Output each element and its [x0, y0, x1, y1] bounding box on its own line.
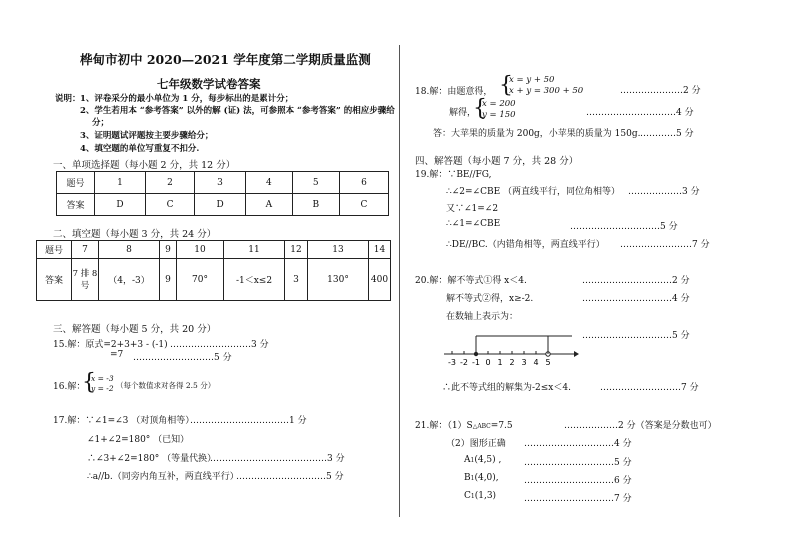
axis-tick-label: 4 [533, 358, 539, 367]
q19-score-5: ……………………7 分 [620, 240, 710, 250]
q18-answer: 答：大苹果的质量为 200g，小苹果的质量为 150g. [433, 129, 641, 139]
axis-tick-label: 2 [509, 358, 515, 367]
q20-score-3: …………………………5 分 [582, 331, 690, 341]
q17-line-3: ∴∠3+∠2=180° （等量代换） [87, 454, 217, 464]
q20-score-1: …………………………2 分 [582, 276, 690, 286]
q18-brace-1: { [499, 73, 513, 98]
axis-tick-label: 5 [545, 358, 551, 367]
table-cell: C [339, 194, 388, 216]
table-cell: 3 [195, 172, 246, 194]
axis-tick-label: 1 [497, 358, 503, 367]
axis-tick-label: 0 [485, 358, 491, 367]
table-cell: 9 [160, 259, 177, 301]
solution-set-bracket [474, 336, 572, 356]
table-row [57, 172, 389, 194]
note-3: 3、证明题试评题按主要步骤给分； [80, 131, 214, 141]
q21-line-2: （2）图形正确 [446, 439, 506, 449]
q19-line-1: 19.解：∵BE//FG, [415, 170, 492, 180]
table-cell: 1 [95, 172, 146, 194]
table-cell: 题号 [57, 172, 95, 194]
q18-eq-2: x + y = 300 + 50 [509, 86, 584, 96]
table-cell: 9 [160, 241, 177, 259]
q19-line-3: 又∵∠1=∠2 [446, 204, 499, 214]
section-3-title: 三、解答题（每小题 5 分，共 20 分） [53, 324, 217, 335]
q16-note: （每个数值求对各得 2.5 分） [116, 381, 216, 390]
table-cell: 13 [308, 241, 369, 259]
q21-line-1: 21.解：（1）S△ABC=7.5 [415, 421, 513, 431]
table-cell: 5 [292, 172, 339, 194]
q20-line-4: ∴此不等式组的解集为-2≤x＜4. [442, 383, 571, 393]
q16-x: x = -3 [91, 374, 114, 383]
table-cell: 8 [99, 241, 160, 259]
q19-line-2: ∴∠2=∠CBE （两直线平行，同位角相等） [446, 187, 621, 197]
q18-score-1: …………………2 分 [620, 86, 701, 96]
table-row [57, 194, 389, 216]
q17-score-1: ……………………………1 分 [190, 416, 307, 426]
section-4-title: 四、解答题（每小题 7 分，共 28 分） [415, 156, 579, 167]
table-cell: 11 [224, 241, 285, 259]
q21-score-2: …………………………4 分 [524, 439, 632, 449]
table-cell: B [292, 194, 339, 216]
table-cell: 3 [285, 259, 308, 301]
q20-line-2: 解不等式②得，x≥-2. [446, 294, 534, 304]
table-cell: 7 排 8 号 [72, 259, 99, 301]
page-title: 桦甸市初中 2020—2021 学年度第二学期质量监测 [80, 52, 371, 67]
q19-line-5: ∴DE//BC.（内错角相等，两直线平行） [446, 240, 605, 250]
section-2-title: 二、填空题（每小题 3 分，共 24 分） [53, 229, 217, 240]
choice-answer-table [56, 171, 389, 216]
q17-line-1: 17.解：∵∠1=∠3 （对顶角相等） [53, 416, 195, 426]
q18-label-2: 解得， [449, 108, 477, 118]
note-4: 4、填空题的单位写重复不扣分. [80, 144, 200, 154]
q16-y: y = -2 [91, 384, 114, 393]
q19-score-4: …………………………5 分 [570, 222, 678, 232]
q21-line-4: B1(4,0), [464, 473, 499, 483]
fill-answer-table [36, 240, 391, 301]
table-cell: 6 [339, 172, 388, 194]
q20-line-3: 在数轴上表示为： [446, 312, 519, 322]
q20-score-4: ………………………7 分 [600, 383, 699, 393]
table-row [37, 259, 391, 301]
q18-answer-score: …………5 分 [640, 129, 694, 139]
q16-label: 16.解： [53, 382, 86, 392]
note-2-cont: 分； [92, 118, 110, 128]
table-cell: 答案 [37, 259, 72, 301]
q21-line-5: C1(1,3) [464, 491, 497, 501]
q20-score-2: …………………………4 分 [582, 294, 690, 304]
number-line [440, 322, 580, 368]
q17-score-4: …………………………5 分 [236, 472, 344, 482]
q19-score-2: ………………3 分 [628, 187, 700, 197]
notes-label: 说明： [55, 94, 81, 104]
note-2: 2、学生若用本 “参考答案” 以外的解 (证) 法，可参照本 “参考答案” 的相应步骤给 [80, 106, 395, 116]
q15-score-2: ………………………5 分 [133, 353, 232, 363]
q21-line-3: A1(4,5) , [464, 455, 502, 465]
table-cell: （4，-3） [99, 259, 160, 301]
q21-score-4: …………………………6 分 [524, 476, 632, 486]
table-cell: C [146, 194, 195, 216]
page-subtitle: 七年级数学试卷答案 [157, 77, 261, 91]
table-cell: 10 [177, 241, 224, 259]
q21-score-3: …………………………5 分 [524, 458, 632, 468]
q18-sol-2: y = 150 [482, 110, 516, 120]
table-cell: 400 [369, 259, 391, 301]
section-1-title: 一、单项选择题（每小题 2 分，共 12 分） [53, 160, 236, 171]
q15-score-1: ………………………3 分 [170, 340, 269, 350]
table-cell: 7 [72, 241, 99, 259]
q21-score-1: ………………2 分（答案是分数也可） [564, 421, 717, 431]
table-cell: 4 [246, 172, 293, 194]
q21-score-5: …………………………7 分 [524, 494, 632, 504]
axis-tick-label: 3 [521, 358, 527, 367]
table-cell: D [195, 194, 246, 216]
table-cell: D [95, 194, 146, 216]
table-row [37, 241, 391, 259]
table-cell: 70° [177, 259, 224, 301]
q18-score-2: …………………………4 分 [586, 108, 694, 118]
q19-line-4: ∴∠1=∠CBE [446, 219, 501, 229]
table-cell: 14 [369, 241, 391, 259]
table-cell: 2 [146, 172, 195, 194]
column-divider [399, 45, 400, 517]
table-cell: A [246, 194, 293, 216]
axis-tick-label: -2 [460, 358, 468, 367]
q20-line-1: 20.解：解不等式①得 x＜4. [415, 276, 527, 286]
table-cell: 题号 [37, 241, 72, 259]
table-cell: 130° [308, 259, 369, 301]
q15-line-1: 15.解：原式=2+3+3 - (-1) [53, 340, 168, 350]
table-cell: 答案 [57, 194, 95, 216]
table-cell: -1＜x≤2 [224, 259, 285, 301]
q18-brace-2: { [473, 96, 487, 121]
axis-tick-label: -1 [472, 358, 480, 367]
note-1: 1、评卷采分的最小单位为 1 分，每步标出的是累计分； [80, 94, 294, 104]
q16-brace: { [82, 370, 96, 395]
q18-eq-1: x = y + 50 [509, 75, 555, 85]
q17-line-2: ∠1+∠2=180° （已知） [87, 435, 190, 445]
q15-line-2: =7 [110, 350, 124, 360]
axis-tick-label: -3 [448, 358, 456, 367]
q17-score-3: …………………………………3 分 [210, 454, 345, 464]
q18-label: 18.解：由题意得， [415, 87, 493, 97]
q17-line-4: ∴a//b.（同旁内角互补，两直线平行） [87, 472, 239, 482]
q18-sol-1: x = 200 [482, 99, 516, 109]
table-cell: 12 [285, 241, 308, 259]
